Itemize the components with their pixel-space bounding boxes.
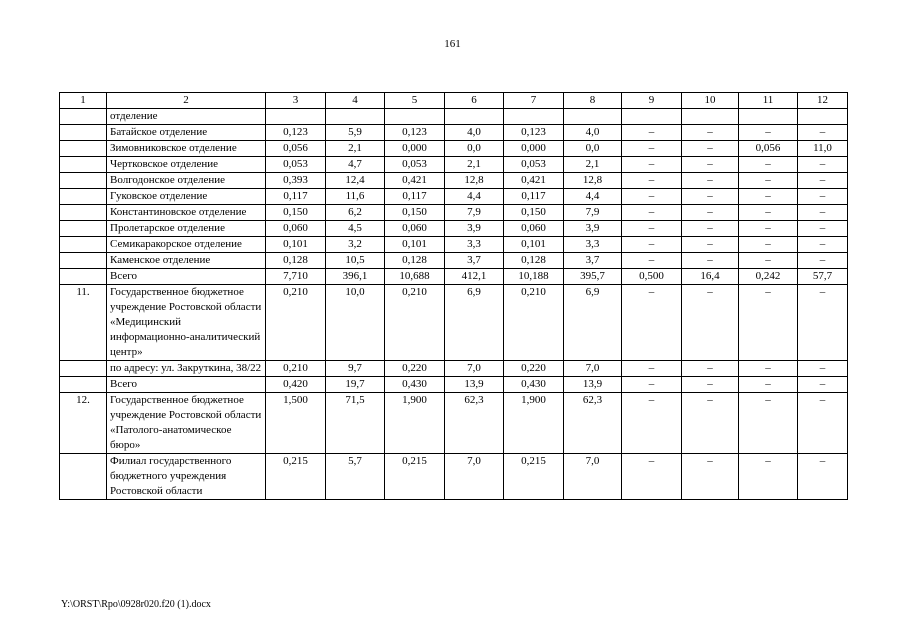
row-name: Зимовниковское отделение [107, 141, 266, 157]
table-cell: 12,4 [326, 173, 385, 189]
table-cell: – [739, 253, 798, 269]
row-number [60, 189, 107, 205]
table-cell: 3,9 [445, 221, 504, 237]
page-number: 161 [444, 38, 461, 50]
table-cell: 0,056 [266, 141, 326, 157]
table-cell: 0,117 [504, 189, 564, 205]
table-cell: 4,5 [326, 221, 385, 237]
row-name: Гуковское отделение [107, 189, 266, 205]
column-header: 7 [504, 93, 564, 109]
table-cell: 0,101 [385, 237, 445, 253]
table-cell: 0,128 [385, 253, 445, 269]
row-number: 11. [60, 285, 107, 361]
table-cell [798, 109, 848, 125]
table-row [60, 109, 848, 125]
table-cell: – [739, 173, 798, 189]
table-cell: 4,4 [445, 189, 504, 205]
column-header: 8 [564, 93, 622, 109]
row-number [60, 454, 107, 500]
table-cell: – [798, 377, 848, 393]
table-cell: 0,420 [266, 377, 326, 393]
table-cell: – [798, 237, 848, 253]
table-cell: – [798, 253, 848, 269]
row-name: Пролетарское отделение [107, 221, 266, 237]
table-cell: 0,150 [504, 205, 564, 221]
table-cell: 0,421 [504, 173, 564, 189]
table-cell: 0,128 [266, 253, 326, 269]
table-cell: 0,053 [266, 157, 326, 173]
row-name: Филиал государственного бюджетного учреждения Ростовской области [107, 454, 266, 500]
table-cell: 0,000 [504, 141, 564, 157]
table-body [60, 109, 848, 500]
header-row [60, 93, 848, 109]
row-name: Семикаракорское отделение [107, 237, 266, 253]
table-cell: – [739, 377, 798, 393]
table-cell: – [622, 361, 682, 377]
table-cell: – [682, 253, 739, 269]
table-cell: 7,0 [564, 361, 622, 377]
table-cell: 57,7 [798, 269, 848, 285]
row-number: 12. [60, 393, 107, 454]
table-cell: 0,393 [266, 173, 326, 189]
table-cell: – [798, 189, 848, 205]
column-header: 2 [107, 93, 266, 109]
row-name: Всего [107, 269, 266, 285]
table-row [60, 285, 848, 361]
table-cell: – [682, 141, 739, 157]
table-cell: 0,053 [504, 157, 564, 173]
table-row [60, 361, 848, 377]
table-cell: – [682, 377, 739, 393]
table-cell: 7,0 [564, 454, 622, 500]
table-cell: – [739, 454, 798, 500]
row-number [60, 253, 107, 269]
column-header: 1 [60, 93, 107, 109]
table-row [60, 173, 848, 189]
table-cell: 5,7 [326, 454, 385, 500]
table-cell: 0,210 [385, 285, 445, 361]
table-cell: – [798, 454, 848, 500]
table-cell: 0,060 [504, 221, 564, 237]
column-header: 11 [739, 93, 798, 109]
table-cell: 0,215 [266, 454, 326, 500]
column-header: 6 [445, 93, 504, 109]
table-cell: – [622, 189, 682, 205]
table-cell: – [798, 157, 848, 173]
row-name: Государственное бюджетное учреждение Ростовской области «Медицинский информационно-аналитический центр» [107, 285, 266, 361]
table-cell: – [682, 285, 739, 361]
table-cell: 0,117 [266, 189, 326, 205]
table-cell: 6,9 [564, 285, 622, 361]
row-name: Всего [107, 377, 266, 393]
row-number [60, 377, 107, 393]
table-cell: – [739, 393, 798, 454]
table-cell: – [798, 221, 848, 237]
table-cell: – [798, 285, 848, 361]
table-cell [682, 109, 739, 125]
table-cell: 62,3 [564, 393, 622, 454]
row-name: Чертковское отделение [107, 157, 266, 173]
table-cell: – [798, 361, 848, 377]
table-cell: 0,215 [504, 454, 564, 500]
row-number [60, 173, 107, 189]
table-cell: – [622, 377, 682, 393]
table-cell: – [682, 393, 739, 454]
row-number [60, 361, 107, 377]
table-cell: 4,4 [564, 189, 622, 205]
table-cell [385, 109, 445, 125]
table-cell: 0,101 [266, 237, 326, 253]
table-row [60, 157, 848, 173]
table-cell: – [622, 221, 682, 237]
table-cell: 3,7 [564, 253, 622, 269]
row-name: Каменское отделение [107, 253, 266, 269]
table-cell: 0,060 [266, 221, 326, 237]
table-cell: 7,0 [445, 361, 504, 377]
table-cell: 71,5 [326, 393, 385, 454]
table-cell [266, 109, 326, 125]
table-cell: 4,7 [326, 157, 385, 173]
table-cell: 10,688 [385, 269, 445, 285]
table-cell: 11,6 [326, 189, 385, 205]
table-row [60, 377, 848, 393]
table-cell: 0,421 [385, 173, 445, 189]
table-row [60, 221, 848, 237]
table-cell: 0,500 [622, 269, 682, 285]
table-cell: 10,188 [504, 269, 564, 285]
table-cell: 396,1 [326, 269, 385, 285]
row-number [60, 221, 107, 237]
column-header: 12 [798, 93, 848, 109]
table-cell: 13,9 [564, 377, 622, 393]
table-cell: – [798, 125, 848, 141]
table-row [60, 189, 848, 205]
table-cell [326, 109, 385, 125]
table-cell: – [682, 454, 739, 500]
table-row [60, 393, 848, 454]
table-cell: – [682, 237, 739, 253]
table-cell: 0,117 [385, 189, 445, 205]
table-cell: 0,242 [739, 269, 798, 285]
row-number [60, 269, 107, 285]
table-cell: 0,128 [504, 253, 564, 269]
table-cell: 0,220 [504, 361, 564, 377]
table-cell: 12,8 [564, 173, 622, 189]
table-cell: – [622, 454, 682, 500]
table-cell: 1,900 [504, 393, 564, 454]
table-cell: 10,5 [326, 253, 385, 269]
table-cell: 1,500 [266, 393, 326, 454]
table-cell: 5,9 [326, 125, 385, 141]
column-header: 9 [622, 93, 682, 109]
table-cell: 7,0 [445, 454, 504, 500]
row-number [60, 125, 107, 141]
table-cell: – [682, 205, 739, 221]
table-cell: 1,900 [385, 393, 445, 454]
column-header: 3 [266, 93, 326, 109]
table-cell [739, 109, 798, 125]
table-cell: 0,0 [445, 141, 504, 157]
table-cell: – [622, 393, 682, 454]
table-cell: 9,7 [326, 361, 385, 377]
table-cell: – [798, 205, 848, 221]
table-row [60, 269, 848, 285]
table-cell: 3,9 [564, 221, 622, 237]
row-name: по адресу: ул. Закруткина, 38/22 [107, 361, 266, 377]
table-row [60, 253, 848, 269]
table-cell: 4,0 [445, 125, 504, 141]
row-name: Волгодонское отделение [107, 173, 266, 189]
table-cell: 0,215 [385, 454, 445, 500]
table-cell: – [739, 125, 798, 141]
table-cell: 13,9 [445, 377, 504, 393]
table-cell [504, 109, 564, 125]
table-cell: – [739, 285, 798, 361]
table-cell: 10,0 [326, 285, 385, 361]
table-cell: – [798, 173, 848, 189]
table-cell: 0,150 [266, 205, 326, 221]
table-cell: 7,710 [266, 269, 326, 285]
table-cell: – [682, 173, 739, 189]
table-cell: 0,210 [266, 361, 326, 377]
table-cell: – [739, 361, 798, 377]
table-cell: 3,7 [445, 253, 504, 269]
table-cell: 0,210 [266, 285, 326, 361]
table-cell: 0,000 [385, 141, 445, 157]
table-cell: – [739, 237, 798, 253]
table-cell: 16,4 [682, 269, 739, 285]
table-cell: 7,9 [564, 205, 622, 221]
table-row [60, 237, 848, 253]
table-cell: – [682, 157, 739, 173]
table-cell: – [622, 285, 682, 361]
table-cell: – [739, 221, 798, 237]
row-name: Государственное бюджетное учреждение Ростовской области «Патолого-анатомическое бюро» [107, 393, 266, 454]
table-cell: 0,0 [564, 141, 622, 157]
table-row [60, 205, 848, 221]
table-cell: 3,2 [326, 237, 385, 253]
row-name: Батайское отделение [107, 125, 266, 141]
table-cell: 12,8 [445, 173, 504, 189]
column-header: 4 [326, 93, 385, 109]
column-header: 10 [682, 93, 739, 109]
file-path: Y:\ORST\Rpo\0928r020.f20 (1).docx [61, 599, 211, 610]
row-name: отделение [107, 109, 266, 125]
table-cell: 19,7 [326, 377, 385, 393]
table-cell: 3,3 [564, 237, 622, 253]
table-cell: – [682, 221, 739, 237]
table-cell: 0,053 [385, 157, 445, 173]
table-cell: 0,430 [504, 377, 564, 393]
row-number [60, 205, 107, 221]
table-cell: 0,123 [266, 125, 326, 141]
column-header: 5 [385, 93, 445, 109]
table-header [60, 93, 848, 109]
table-cell [445, 109, 504, 125]
table-cell: 0,060 [385, 221, 445, 237]
table-cell: – [622, 125, 682, 141]
table-cell: – [739, 157, 798, 173]
table-cell: 0,056 [739, 141, 798, 157]
table-cell: 0,150 [385, 205, 445, 221]
table-row [60, 141, 848, 157]
table-cell: – [622, 173, 682, 189]
row-name: Константиновское отделение [107, 205, 266, 221]
row-number [60, 157, 107, 173]
table-cell: 412,1 [445, 269, 504, 285]
row-number [60, 109, 107, 125]
table-cell: – [739, 205, 798, 221]
table-cell: – [622, 237, 682, 253]
table-cell: – [798, 393, 848, 454]
table-cell: 0,101 [504, 237, 564, 253]
table-cell: 6,2 [326, 205, 385, 221]
table-cell: – [739, 189, 798, 205]
table-cell: 0,210 [504, 285, 564, 361]
table-cell: 7,9 [445, 205, 504, 221]
table-cell: – [622, 205, 682, 221]
table-cell: – [622, 141, 682, 157]
table-cell: 11,0 [798, 141, 848, 157]
table-cell: 6,9 [445, 285, 504, 361]
table-row [60, 454, 848, 500]
table-cell: 4,0 [564, 125, 622, 141]
table-cell: – [622, 157, 682, 173]
table-cell [622, 109, 682, 125]
row-number [60, 237, 107, 253]
table-cell: – [622, 253, 682, 269]
table-cell: 0,123 [385, 125, 445, 141]
table-cell: 395,7 [564, 269, 622, 285]
table-cell: – [682, 125, 739, 141]
table-cell: 0,220 [385, 361, 445, 377]
table-cell: 2,1 [445, 157, 504, 173]
table-row [60, 125, 848, 141]
row-number [60, 141, 107, 157]
table-cell: – [682, 361, 739, 377]
table-cell: 2,1 [564, 157, 622, 173]
table-cell: 0,123 [504, 125, 564, 141]
table-cell: – [682, 189, 739, 205]
table-cell: 0,430 [385, 377, 445, 393]
table-cell: 2,1 [326, 141, 385, 157]
table-cell: 3,3 [445, 237, 504, 253]
table-cell [564, 109, 622, 125]
table-cell: 62,3 [445, 393, 504, 454]
data-table [59, 92, 848, 500]
